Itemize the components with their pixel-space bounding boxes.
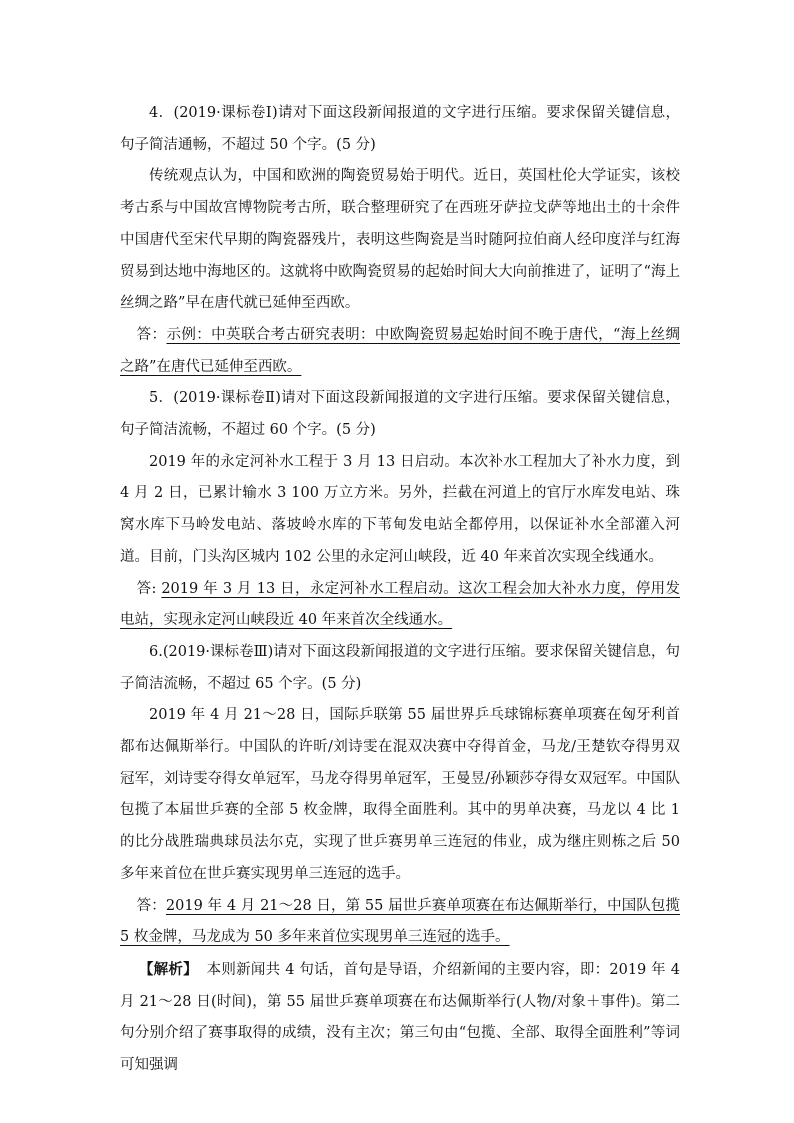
answer-text: 示例：中英联合考古研究表明：中欧陶瓷贸易起始时间不晚于唐代，“海上丝绸之路”在唐代已延伸至西欧。 bbox=[120, 326, 680, 375]
answer-text: 2019 年 3 月 13 日，永定河补水工程启动。这次工程会加大补水力度，停用发电站，实现永定河山峡段近 40 年来首次全线通水。 bbox=[120, 580, 680, 629]
question-6-answer bbox=[120, 891, 680, 954]
document-body bbox=[120, 98, 680, 1082]
question-5-passage: 2019 年的永定河补水工程于 3 月 13 日启动。本次补水工程加大了补水力度，到 4 月 2 日，已累计输水 3 100 万立方米。另外，拦截在河道上的官厅水库发电站、珠窝水库下马岭发电站、落坡岭水库的下苇甸发电站全都停用，以保证补水全部灌入河道。目前，门头沟区城内 102 公里的永定河山峡段，近 40 年来首次实现全线通水。 bbox=[120, 453, 680, 565]
question-6-prompt: 6.(2019·课标卷Ⅲ)请对下面这段新闻报道的文字进行压缩。要求保留关键信息，句子简洁流畅，不超过 65 个字。(5 分) bbox=[120, 643, 680, 692]
question-4-answer bbox=[120, 320, 680, 383]
answer-label: 答： bbox=[136, 326, 167, 343]
question-5-prompt: 5．(2019·课标卷Ⅱ)请对下面这段新闻报道的文字进行压缩。要求保留关键信息，句子简洁流畅，不超过 60 个字。(5 分) bbox=[120, 390, 680, 439]
question-4-passage: 传统观点认为，中国和欧洲的陶瓷贸易始于明代。近日，英国杜伦大学证实，该校考古系与中国故宫博物院考古所，联合整理研究了在西班牙萨拉戈萨等地出土的十余件中国唐代至宋代早期的陶瓷器残片，表明这些陶瓷是当时随阿拉伯商人经印度洋与红海贸易到达地中海地区的。这就将中欧陶瓷贸易的起始时间大大向前推进了，证明了“海上丝绸之路”早在唐代就已延伸至西欧。 bbox=[120, 168, 680, 312]
answer-label: 答: bbox=[136, 580, 162, 597]
analysis-text: 本则新闻共 4 句话，首句是导语，介绍新闻的主要内容，即：2019 年 4 月 21～28 日(时间)，第 55 届世乒赛单项赛在布达佩斯举行(人物/对象＋事件)。第二句分别介绍了赛事取得的成绩，没有主次；第三句由“包揽、全部、取得全面胜利”等词可知强调 bbox=[120, 961, 681, 1074]
question-5-answer bbox=[120, 574, 680, 637]
analysis-paragraph bbox=[120, 954, 680, 1082]
answer-text: 2019 年 4 月 21～28 日，第 55 届世乒赛单项赛在布达佩斯举行，中国队包揽 5 枚金牌，马龙成为 50 多年来首位实现男单三连冠的选手。 bbox=[120, 897, 681, 946]
question-4-prompt: 4．(2019·课标卷Ⅰ)请对下面这段新闻报道的文字进行压缩。要求保留关键信息，句子简洁通畅，不超过 50 个字。(5 分) bbox=[120, 105, 680, 153]
question-6-passage: 2019 年 4 月 21～28 日，国际乒联第 55 届世界乒乓球锦标赛单项赛在匈牙利首都布达佩斯举行。中国队的许昕/刘诗雯在混双决赛中夺得首金，马龙/王楚钦夺得男双冠军，刘诗雯夺得女单冠军，马龙夺得男单冠军，王曼昱/孙颖莎夺得女双冠军。中国队包揽了本届世乒赛的全部 5 枚金牌，取得全面胜利。其中的男单决赛，马龙以 4 比 1 的比分战胜瑞典球员法尔克，实现了世乒赛男单三连冠的伟业，成为继庄则栋之后 50 多年来首位在世乒赛实现男单三连冠的选手。 bbox=[120, 707, 680, 882]
answer-label: 答： bbox=[136, 897, 166, 914]
analysis-tag: 【解析】 bbox=[138, 960, 198, 978]
